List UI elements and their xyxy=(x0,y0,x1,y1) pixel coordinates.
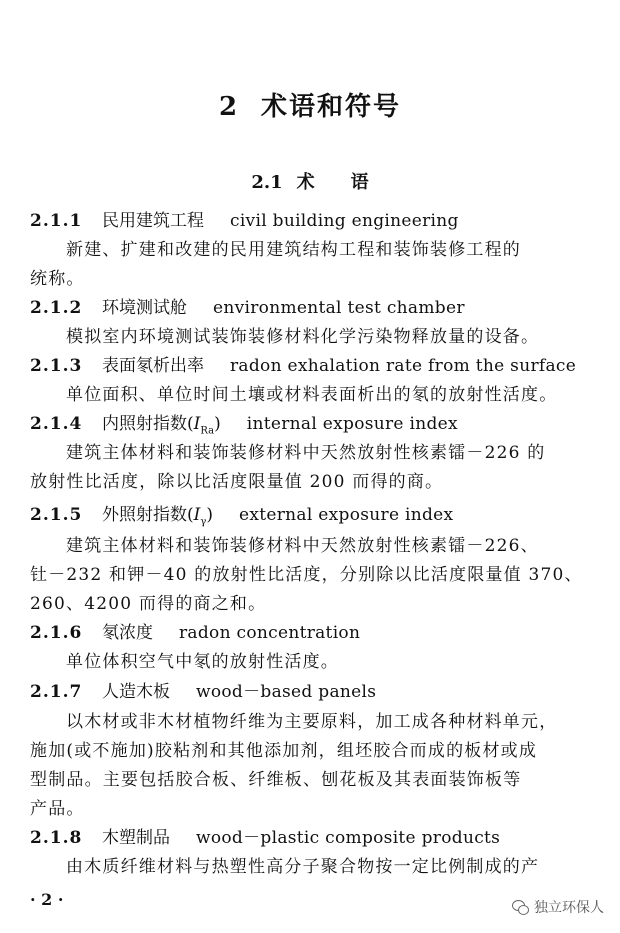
term-definition-line: 建筑主体材料和装饰装修材料中天然放射性核素镭－226、 xyxy=(66,536,539,556)
section-title-b: 语 xyxy=(350,172,369,193)
term-heading xyxy=(30,296,465,320)
chapter-title: 术语和符号 xyxy=(261,92,402,122)
term-definition-line: 放射性比活度，除以比活度限量值 200 而得的商。 xyxy=(30,472,444,492)
term-number: 2.1.6 xyxy=(30,623,83,643)
term-number: 2.1.8 xyxy=(30,828,83,848)
term-chinese: 人造木板 xyxy=(102,682,170,702)
term-number: 2.1.4 xyxy=(30,414,83,434)
term-definition-line: 260、4200 而得的商之和。 xyxy=(30,594,267,614)
term-english: radon exhalation rate from the surface xyxy=(230,356,577,376)
symbol-i: I xyxy=(193,505,201,525)
watermark-text: 独立环保人 xyxy=(534,900,604,916)
term-english: civil building engineering xyxy=(230,211,459,231)
term-chinese: 氡浓度 xyxy=(102,623,153,643)
term-english: radon concentration xyxy=(179,623,361,643)
term-definition-line: 统称。 xyxy=(30,269,85,289)
term-definition-line: 建筑主体材料和装饰装修材料中天然放射性核素镭－226 的 xyxy=(66,443,546,463)
term-definition-line: 施加(或不施加)胶粘剂和其他添加剂，组坯胶合而成的板材或成 xyxy=(30,741,538,761)
term-heading xyxy=(30,826,500,850)
term-heading xyxy=(30,503,453,534)
term-english: wood－based panels xyxy=(196,682,377,702)
term-definition-line: 新建、扩建和改建的民用建筑结构工程和装饰装修工程的 xyxy=(66,240,521,260)
symbol-i: I xyxy=(193,414,201,434)
term-chinese: 环境测试舱 xyxy=(102,298,187,318)
wechat-icon xyxy=(512,900,530,915)
section-number: 2.1 xyxy=(251,172,283,193)
term-chinese: 民用建筑工程 xyxy=(102,211,204,231)
term-definition-line: 单位体积空气中氡的放射性活度。 xyxy=(66,652,339,672)
chapter-number: 2 xyxy=(218,92,240,122)
term-number: 2.1.2 xyxy=(30,298,83,318)
term-chinese: 木塑制品 xyxy=(102,828,170,848)
term-english: environmental test chamber xyxy=(213,298,465,318)
term-heading xyxy=(30,412,458,443)
term-number: 2.1.3 xyxy=(30,356,83,376)
term-heading xyxy=(30,209,459,233)
term-heading xyxy=(30,680,376,704)
term-chinese: 外照射指数$(I_\gamma)$ xyxy=(102,505,213,528)
symbol-subscript: γ xyxy=(200,516,207,528)
term-english: wood－plastic composite products xyxy=(196,828,501,848)
term-definition-line: 产品。 xyxy=(30,799,85,819)
chapter-heading xyxy=(0,86,620,123)
term-number: 2.1.7 xyxy=(30,682,83,702)
watermark xyxy=(512,897,604,917)
term-chinese: 表面氡析出率 xyxy=(102,356,204,376)
term-definition-line: 单位面积、单位时间土壤或材料表面析出的氡的放射性活度。 xyxy=(66,385,558,405)
term-definition-line: 钍－232 和钾－40 的放射性比活度，分别除以比活度限量值 370、 xyxy=(30,565,583,585)
term-heading xyxy=(30,621,360,645)
term-english: internal exposure index xyxy=(246,414,458,434)
term-definition-line: 由木质纤维材料与热塑性高分子聚合物按一定比例制成的产 xyxy=(66,857,540,877)
term-definition-line: 以木材或非木材植物纤维为主要原料，加工成各种材料单元， xyxy=(66,712,558,732)
term-number: 2.1.5 xyxy=(30,505,83,525)
term-definition-line: 模拟室内环境测试装饰装修材料化学污染物释放量的设备。 xyxy=(66,327,540,347)
section-heading xyxy=(0,168,620,194)
term-heading xyxy=(30,354,576,378)
term-number: 2.1.1 xyxy=(30,211,83,231)
term-english: external exposure index xyxy=(238,505,454,525)
symbol-subscript: Ra xyxy=(200,425,215,437)
page-number: · 2 · xyxy=(30,890,64,909)
term-chinese: 内照射指数$(I_{Ra})$ xyxy=(102,414,221,437)
section-title-a: 术 xyxy=(296,172,315,193)
term-definition-line: 型制品。主要包括胶合板、纤维板、刨花板及其表面装饰板等 xyxy=(30,770,522,790)
